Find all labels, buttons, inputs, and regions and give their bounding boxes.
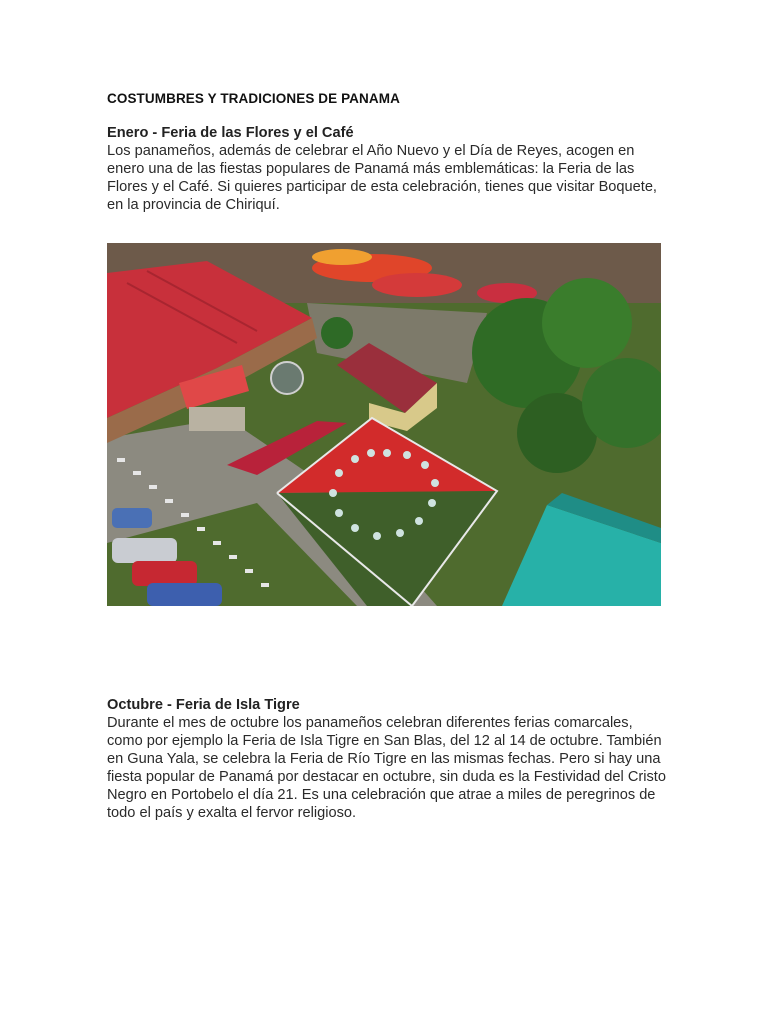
document-title: COSTUMBRES Y TRADICIONES DE PANAMA: [107, 91, 400, 106]
section-body: Los panameños, además de celebrar el Año Nuevo y el Día de Reyes, acogen en enero una de las fiestas populares de Panamá más emblemáticas: la Feria de las Flores y el Café. Si quieres participar de esta celebración, tienes que visitar Boquete, en la provincia de Chiriquí.: [107, 143, 657, 213]
flower-fair-aerial-photo: [107, 243, 661, 606]
section-body: Durante el mes de octubre los panameños celebran diferentes ferias comarcales, como por ejemplo la Feria de Isla Tigre en San Blas, del 12 al 14 de octubre. También en Guna Yala, se celebra la Feria de Río Tigre en las mismas fechas. Pero si hay una fiesta popular de Panamá por destacar en octubre, sin duda es la Festividad del Cristo Negro en Portobelo el día 21. Es una celebración que atrae a miles de peregrinos de todo el país y exalta el fervor religioso.: [107, 715, 666, 821]
section-heading: Enero - Feria de las Flores y el Café: [107, 125, 354, 141]
section-heading: Octubre - Feria de Isla Tigre: [107, 697, 300, 713]
section-octubre: [107, 696, 667, 822]
section-enero: [107, 124, 667, 214]
